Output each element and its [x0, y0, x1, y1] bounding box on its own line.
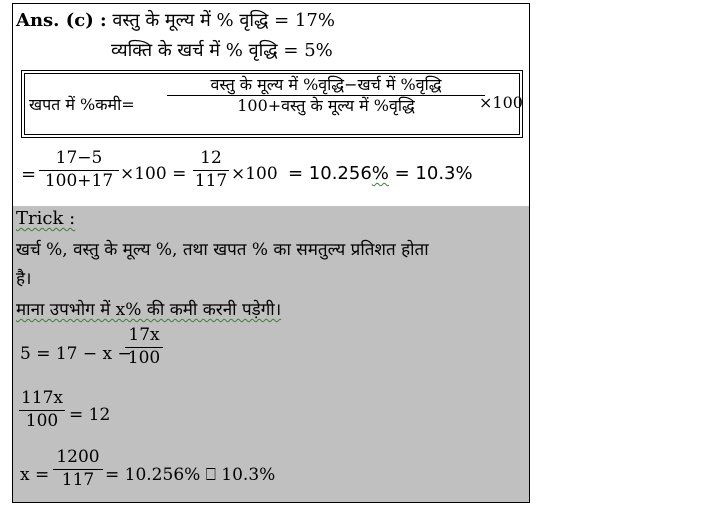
calc-fraction-2-den: 117	[194, 170, 228, 191]
trick-eq2-num: 117x	[20, 388, 64, 408]
trick-eq3-den: 117	[61, 469, 95, 490]
trick-eq1-fraction	[125, 326, 163, 368]
trick-eq3-rhs: = 10.256% ⎕ 10.3%	[105, 465, 276, 485]
trick-section	[13, 206, 529, 503]
trick-eq2-rhs: = 12	[69, 405, 111, 425]
trick-eq3-num: 1200	[56, 447, 100, 467]
trick-eq1-lhs: 5 = 17 − x −	[20, 344, 132, 364]
calc-fraction-1	[39, 149, 119, 191]
calc-times-1: ×100 =	[120, 164, 187, 184]
answer-line-1	[16, 8, 335, 32]
formula-fraction	[167, 76, 485, 116]
calc-fraction-2	[193, 149, 229, 191]
trick-title-text: Trick :	[16, 208, 76, 229]
expense-increase-text: व्यक्ति के खर्च में % वृद्धि = 5%	[111, 40, 333, 61]
formula-multiplier: ×100	[479, 93, 523, 112]
trick-eq3-fraction	[53, 448, 103, 490]
formula-numerator: वस्तु के मूल्य में %वृद्धि−खर्च में %वृद्धि	[210, 75, 442, 94]
trick-eq3-lhs: x =	[20, 465, 50, 485]
trick-eq1-den: 100	[127, 347, 161, 368]
formula-lhs: खपत में %कमी=	[29, 95, 135, 114]
formula-box	[21, 70, 523, 138]
answer-section	[13, 4, 529, 206]
calc-result	[288, 163, 473, 184]
calc-percent: %	[371, 163, 389, 184]
price-increase-text: वस्तु के मूल्य में % वृद्धि = 17%	[112, 10, 335, 31]
trick-line-2: है।	[16, 269, 32, 289]
trick-eq1-num: 17x	[128, 325, 160, 345]
trick-title	[16, 208, 75, 229]
trick-eq2-den: 100	[25, 410, 59, 431]
calc-result-1: = 10.256	[288, 163, 372, 184]
calc-fraction-2-num: 12	[200, 148, 222, 168]
trick-eq2-fraction	[19, 389, 65, 431]
calc-times-2: ×100	[231, 164, 278, 184]
solution-box	[12, 3, 530, 503]
trick-line-1: खर्च %, वस्तु के मूल्य %, तथा खपत % का समतुल्य प्रतिशत होता	[16, 240, 429, 260]
trick-line-3-text: माना उपभोग में x% की कमी करनी पड़ेगी।	[16, 300, 282, 320]
calc-result-2: = 10.3%	[388, 163, 473, 184]
formula-denominator: 100+वस्तु के मूल्य में %वृद्धि	[237, 96, 415, 116]
calc-fraction-1-den: 100+17	[44, 170, 114, 191]
calc-equals: =	[21, 164, 37, 185]
answer-label: Ans. (c) :	[16, 10, 107, 31]
trick-line-3	[16, 297, 281, 320]
calc-fraction-1-num: 17−5	[55, 148, 103, 168]
